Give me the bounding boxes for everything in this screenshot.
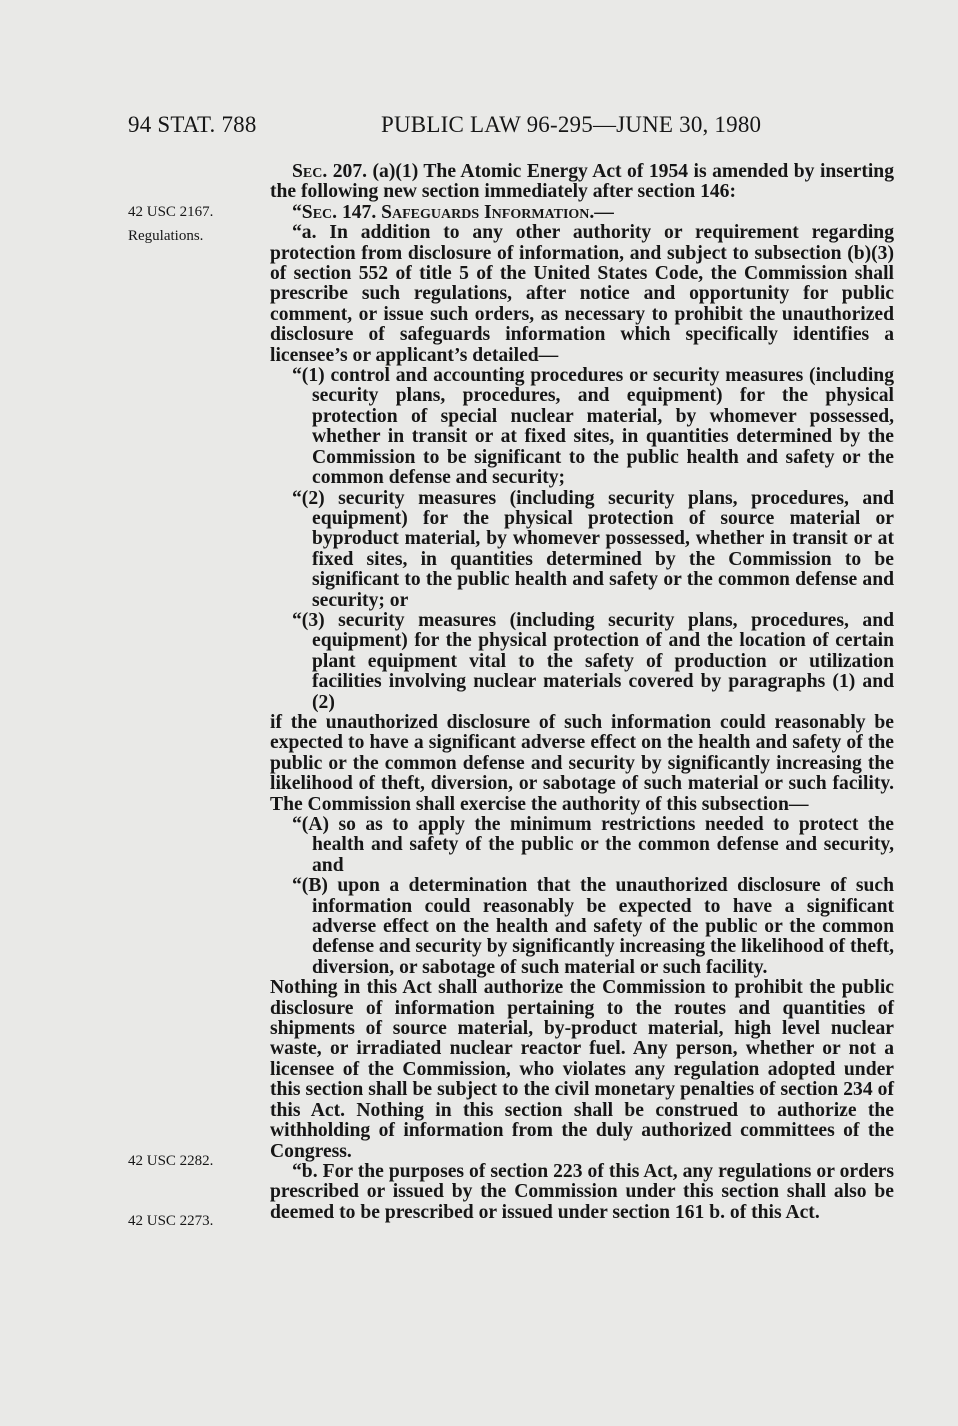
paragraph-b: “b. For the purposes of section 223 of this Act, any regulations or orders prescribed or issued by the Commission under this section shall also be deemed to be prescribed or issued under section 161 b. of this Act. — [270, 1160, 894, 1223]
statute-body — [270, 162, 894, 1223]
section-207-text: . 207. (a)(1) The Atomic Energy Act of 1954 is amended by inserting the following new section immediately after section 146: — [270, 161, 894, 203]
item-3: “(3) security measures (including security plans, procedures, and equipment) for the physical protection of and the location of certain plant equipment vital to the safety of production or utilization facilities involving nuclear materials covered by paragraphs (1) and (2) — [292, 609, 894, 713]
item-2: “(2) security measures (including security plans, procedures, and equipment) for the physical protection of source material or byproduct material, by whomever possessed, whether in transit or at fixed sites, in quantities determined by the Commission to be significant to the public health and safety or the common defense and security; or — [292, 487, 894, 611]
item-1: “(1) control and accounting procedures or security measures (including security plans, procedures, and equipment) for the physical protection of special nuclear material, by whomever possessed, whether in transit or at fixed sites, in quantities determined by the Commission to be significant to the public health and safety or the common defense and security; — [292, 365, 894, 489]
margin-note-regulations: Regulations. — [128, 228, 204, 244]
page-header — [128, 112, 788, 142]
if-clause: if the unauthorized disclosure of such information could reasonably be expected to have a significant adverse effect on the health and safety of the public or the common defense and security by significantly increasing the likelihood of theft, diversion, or sabotage of such material or such facility. The Commission shall exercise the authority of this subsection— — [270, 711, 894, 815]
section-207-paragraph — [270, 162, 894, 203]
item-A: “(A) so as to apply the minimum restrictions needed to protect the health and safety of the public or the common defense and security, and — [292, 814, 894, 876]
margin-note-usc-2273: 42 USC 2273. — [128, 1213, 214, 1229]
section-label: Sec — [292, 161, 323, 182]
margin-note-usc-2167: 42 USC 2167. — [128, 204, 214, 220]
nothing-clause: Nothing in this Act shall authorize the Commission to prohibit the public disclosure of information pertaining to the routes and quantities of shipments of source material, by-product material, high level nuclear waste, or irradiated nuclear reactor fuel. Any person, whether or not a licensee of the Commission, who violates any regulation adopted under this section shall be subject to the civil monetary penalties of section 234 of this Act. Nothing in this section shall be construed to authorize the withholding of information from the duly authorized committees of the Congress. — [270, 977, 894, 1162]
margin-note-usc-2282: 42 USC 2282. — [128, 1153, 214, 1169]
item-B: “(B) upon a determination that the unauthorized disclosure of such information could reasonably be expected to have a significant adverse effect on the health and safety of the public or the common defense and security by significantly increasing the likelihood of theft, diversion, or sabotage of such material or such facility. — [292, 875, 895, 978]
paragraph-a: “a. In addition to any other authority or requirement regarding protection from disclosure of information, and subject to subsection (b)(3) of section 552 of title 5 of the United States Code, the Commission shall prescribe such regulations, after notice and opportunity for public comment, or issue such orders, as necessary to prohibit the unauthorized disclosure of safeguards information which specifically identifies a licensee’s or applicant’s detailed— — [270, 222, 894, 366]
section-147-heading: “Sec. 147. Safeguards Information.— — [292, 201, 614, 223]
law-title: PUBLIC LAW 96-295—JUNE 30, 1980 — [381, 112, 762, 137]
stat-page-number: 94 STAT. 788 — [128, 112, 257, 137]
